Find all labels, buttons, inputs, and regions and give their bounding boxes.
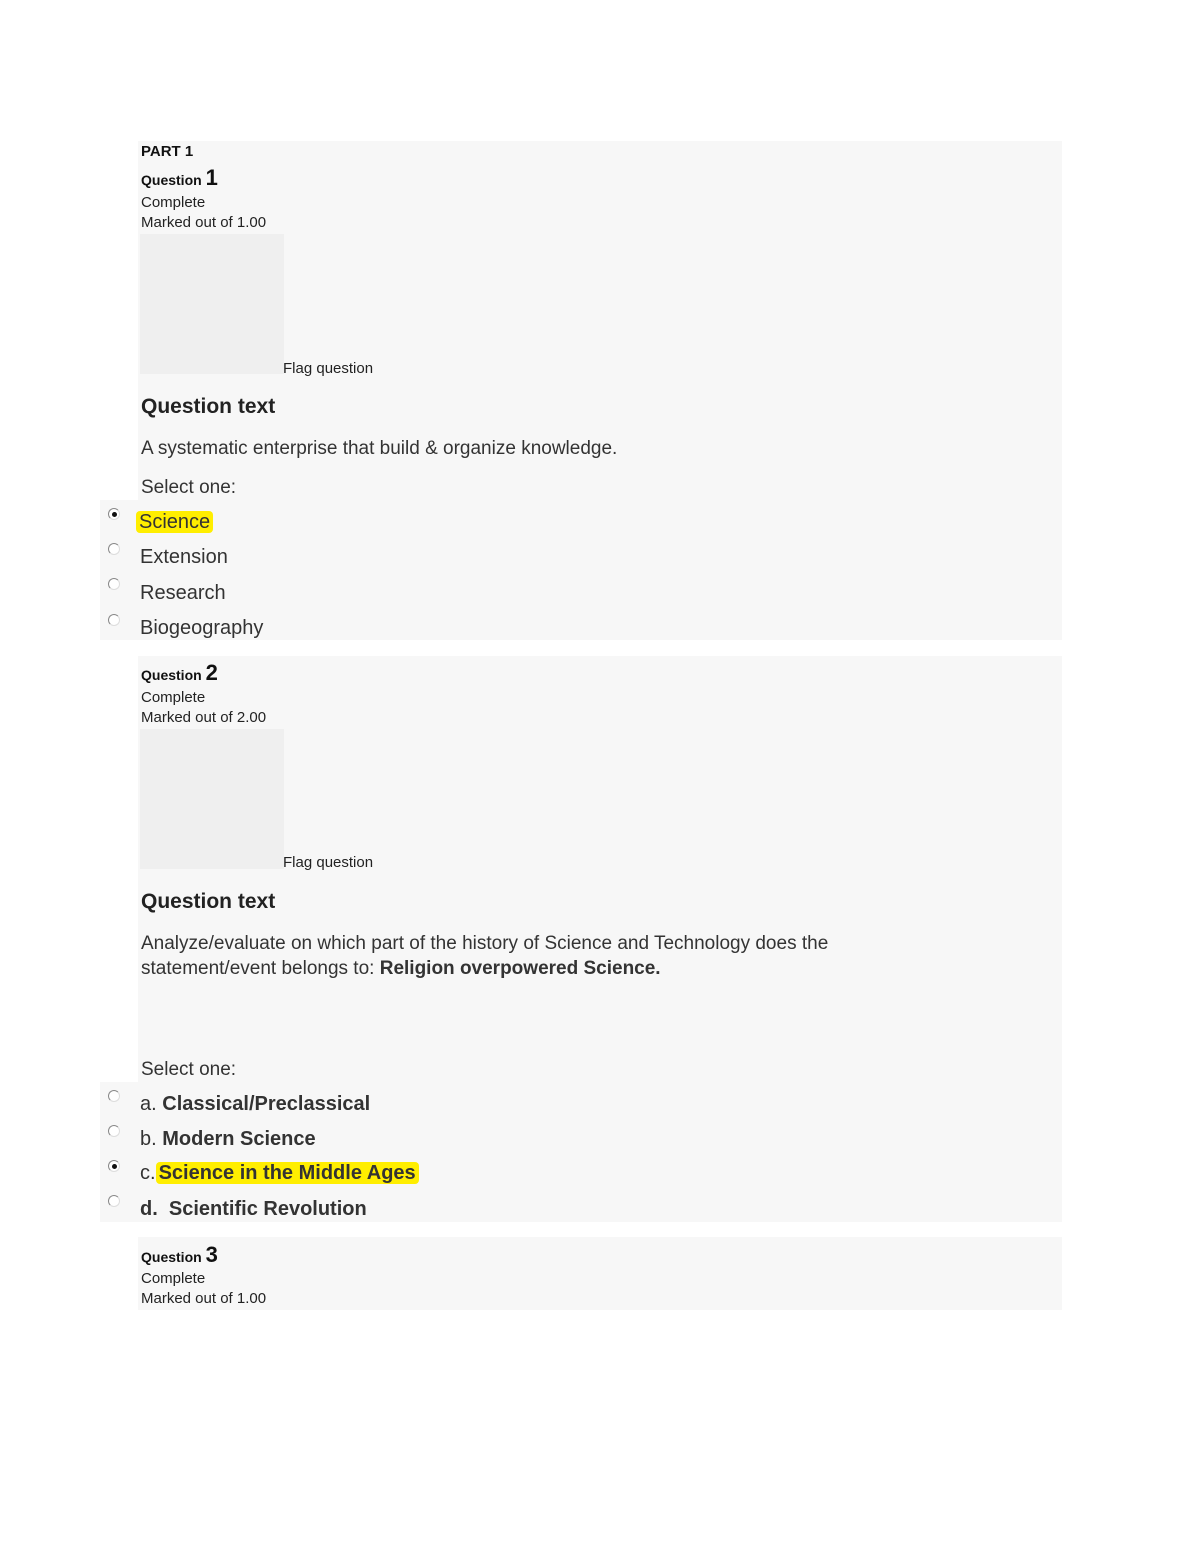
question-2-option-c-label[interactable]: c. Science in the Middle Ages [140,1162,419,1185]
question-2-text: Analyze/evaluate on which part of the history of Science and Technology does the statement/event belongs to: Religion overpowered Science. [141,933,829,979]
question-2-flag-link[interactable]: Flag question [283,854,374,871]
question-1-option-4-label[interactable]: Biogeography [140,617,264,639]
question-2-select-prompt: Select one: [141,1059,237,1080]
question-2-label: Question 2 [141,660,218,685]
question-2-marks: Marked out of 2.00 [141,709,267,726]
question-2-status: Complete [141,689,206,706]
question-1-option-4-radio[interactable] [108,614,120,626]
question-3-marks: Marked out of 1.00 [141,1290,267,1307]
question-1-option-2-radio[interactable] [108,543,120,555]
question-2-option-d-radio[interactable] [108,1195,120,1207]
question-2-heading: Question text [141,890,276,913]
part-title: PART 1 [141,143,194,160]
question-3-label: Question 3 [141,1242,218,1267]
question-2-option-c-radio[interactable] [108,1160,120,1172]
question-1-option-2-label[interactable]: Extension [140,546,228,568]
question-1-status: Complete [141,194,206,211]
question-1-heading: Question text [141,395,276,418]
question-1-select-prompt: Select one: [141,477,237,498]
question-2-option-a-label[interactable]: a. Classical/Preclassical [140,1093,371,1115]
question-2-option-d-label[interactable]: d. Scientific Revolution [140,1198,367,1220]
question-2-option-b-radio[interactable] [108,1125,120,1137]
question-2-text-emphasis: Religion overpowered Science. [379,958,661,979]
question-1-block [138,141,1062,640]
question-1-text: A systematic enterprise that build & organize knowledge. [141,438,618,459]
question-1-option-3-label[interactable]: Research [140,582,226,604]
question-2-option-b-label[interactable]: b. Modern Science [140,1128,316,1150]
question-1-flag-link[interactable]: Flag question [283,360,374,377]
question-3-block [138,1237,1062,1310]
question-1-label: Question 1 [141,165,218,190]
question-1-option-1-radio[interactable] [108,508,120,520]
question-1-flag-area [140,234,284,374]
question-1-marks: Marked out of 1.00 [141,214,267,231]
question-3-status: Complete [141,1270,206,1287]
question-2-flag-area [140,729,284,869]
question-1-option-1-label[interactable]: Science [136,511,213,534]
question-1-option-3-radio[interactable] [108,578,120,590]
question-2-option-a-radio[interactable] [108,1090,120,1102]
